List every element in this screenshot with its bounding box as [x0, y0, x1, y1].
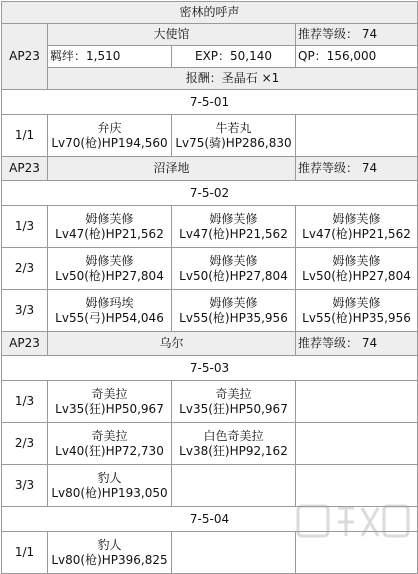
enemy-name: 奇美拉	[91, 386, 128, 401]
enemy-cell	[48, 206, 172, 248]
enemy-name: 姆修芙修	[332, 295, 381, 310]
page-title: 密林的呼声	[2, 2, 418, 24]
enemy-cell	[48, 381, 172, 423]
ap-cost: AP23	[2, 157, 48, 181]
enemy-cell	[172, 423, 296, 465]
recommend-level: 推荐等级： 74	[296, 24, 418, 46]
enemy-name: 姆修芙修	[332, 211, 381, 226]
exp-value: EXP：50,140	[172, 46, 296, 68]
empty-cell	[296, 115, 418, 157]
wave-label: 1/1	[2, 532, 48, 574]
section-header-row	[2, 181, 418, 206]
enemy-stats: Lv47(枪)HP21,562	[179, 226, 288, 241]
enemy-name: 姆修芙修	[85, 253, 134, 268]
quest-name: 大使馆	[48, 24, 296, 46]
quest-table	[1, 1, 418, 574]
qp-value: QP：156,000	[296, 46, 418, 68]
enemy-cell	[172, 115, 296, 157]
wave-row	[2, 115, 418, 157]
section-id: 7-5-03	[2, 356, 418, 381]
enemy-stats: Lv38(狂)HP92,162	[179, 443, 288, 458]
enemy-name: 姆修芙修	[209, 295, 258, 310]
enemy-name: 奇美拉	[215, 386, 252, 401]
enemy-cell	[48, 290, 172, 332]
wave-row	[2, 381, 418, 423]
enemy-stats: Lv50(枪)HP27,804	[302, 268, 411, 283]
enemy-cell	[172, 248, 296, 290]
enemy-name: 豹人	[97, 537, 122, 552]
enemy-cell	[48, 248, 172, 290]
enemy-cell	[172, 381, 296, 423]
reward-text: 报酬：圣晶石 ×1	[48, 68, 418, 90]
section-id: 7-5-01	[2, 90, 418, 115]
wave-label: 3/3	[2, 465, 48, 507]
enemy-stats: Lv70(枪)HP194,560	[51, 135, 168, 150]
enemy-cell	[172, 206, 296, 248]
enemy-name: 白色奇美拉	[203, 428, 264, 443]
empty-cell	[296, 381, 418, 423]
enemy-cell	[48, 115, 172, 157]
enemy-name: 牛若丸	[215, 120, 252, 135]
enemy-stats: Lv50(枪)HP27,804	[55, 268, 164, 283]
wave-row	[2, 290, 418, 332]
section-id: 7-5-02	[2, 181, 418, 206]
enemy-stats: Lv35(狂)HP50,967	[179, 401, 288, 416]
empty-cell	[172, 465, 296, 507]
section-header-row	[2, 90, 418, 115]
wave-row	[2, 248, 418, 290]
enemy-stats: Lv75(骑)HP286,830	[175, 135, 292, 150]
wave-row	[2, 206, 418, 248]
ap-cost: AP23	[2, 332, 48, 356]
enemy-cell	[48, 465, 172, 507]
enemy-cell	[48, 423, 172, 465]
enemy-name: 姆修芙修	[209, 253, 258, 268]
wave-label: 1/3	[2, 381, 48, 423]
wave-label: 2/3	[2, 423, 48, 465]
enemy-stats: Lv40(狂)HP72,730	[55, 443, 164, 458]
enemy-stats: Lv35(狂)HP50,967	[55, 401, 164, 416]
enemy-name: 姆修玛埃	[85, 295, 134, 310]
enemy-cell	[48, 532, 172, 574]
enemy-stats: Lv47(枪)HP21,562	[302, 226, 411, 241]
enemy-cell	[296, 206, 418, 248]
recommend-level: 推荐等级： 74	[296, 157, 418, 181]
section-id: 7-5-04	[2, 507, 418, 532]
enemy-stats: Lv55(弓)HP54,046	[55, 310, 164, 325]
enemy-name: 弁庆	[97, 120, 122, 135]
enemy-stats: Lv80(枪)HP193,050	[51, 485, 168, 500]
enemy-name: 豹人	[97, 470, 122, 485]
bond-value: 羁绊：1,510	[48, 46, 172, 68]
ap-cost: AP23	[2, 24, 48, 90]
wave-row	[2, 423, 418, 465]
stage-name: 沼泽地	[48, 157, 296, 181]
wave-label: 2/3	[2, 248, 48, 290]
stage-name: 乌尔	[48, 332, 296, 356]
stage-row	[2, 157, 418, 181]
enemy-cell	[296, 290, 418, 332]
enemy-name: 奇美拉	[91, 428, 128, 443]
enemy-cell	[296, 248, 418, 290]
enemy-cell	[172, 290, 296, 332]
enemy-stats: Lv55(枪)HP35,956	[179, 310, 288, 325]
empty-cell	[296, 423, 418, 465]
enemy-name: 姆修芙修	[85, 211, 134, 226]
enemy-stats: Lv47(枪)HP21,562	[55, 226, 164, 241]
wave-label: 1/3	[2, 206, 48, 248]
wave-label: 3/3	[2, 290, 48, 332]
watermark-logo	[294, 500, 412, 552]
empty-cell	[172, 532, 296, 574]
section-header-row	[2, 356, 418, 381]
wave-label: 1/1	[2, 115, 48, 157]
enemy-stats: Lv50(枪)HP27,804	[179, 268, 288, 283]
enemy-name: 姆修芙修	[209, 211, 258, 226]
enemy-name: 姆修芙修	[332, 253, 381, 268]
enemy-stats: Lv80(枪)HP396,825	[51, 552, 168, 567]
enemy-stats: Lv55(枪)HP35,956	[302, 310, 411, 325]
recommend-level: 推荐等级： 74	[296, 332, 418, 356]
stage-row	[2, 332, 418, 356]
